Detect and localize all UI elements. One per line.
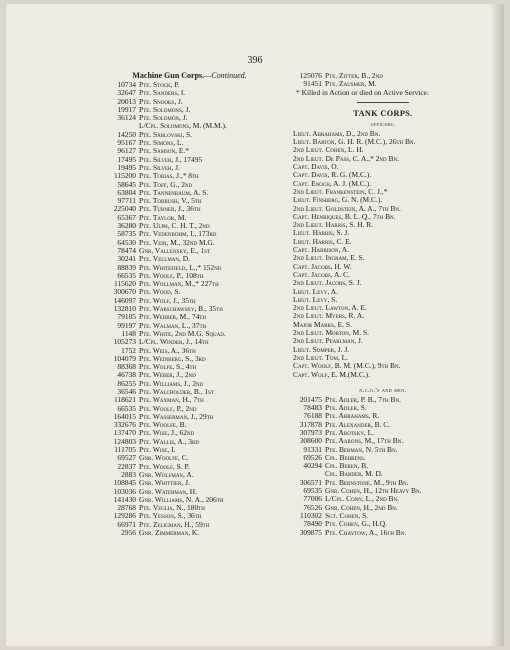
service-number: 104079 xyxy=(113,353,136,363)
entry-name: Pte. Adler, P. B., 7th Bn. xyxy=(325,395,401,404)
entry-name: Gnr. Whittier, J. xyxy=(139,479,190,488)
entry-name: Pte. Wolf, J., 35th xyxy=(139,296,196,305)
service-number: 36546 xyxy=(117,386,136,396)
officer-entry: Lieut. Finsberg, G. N. (M.C.). xyxy=(293,196,383,205)
entry-name: L/Cpl. Winder, J., 14th xyxy=(139,338,209,347)
service-number: 332676 xyxy=(113,420,136,430)
service-number: 141430 xyxy=(113,494,136,504)
entry-name: Pte. Woolf, P., 2nd xyxy=(139,404,197,413)
officer-entry: 2nd Lieut. Jacobs, S. J. xyxy=(293,279,362,288)
entry-name: L/Cpl. Solomons, M. (M.M.). xyxy=(139,122,227,131)
officer-entry: 2nd Lieut. De Pass, C. A.,* 2nd Bn. xyxy=(293,154,399,163)
entry-name: Pte. Abrahams, R. xyxy=(325,412,380,421)
service-number: 64530 xyxy=(117,237,136,247)
service-number: 66971 xyxy=(117,519,136,529)
list-item xyxy=(102,114,277,122)
list-item xyxy=(102,529,277,537)
service-number: 66535 xyxy=(117,270,136,280)
service-number: 10734 xyxy=(117,80,136,89)
entry-name: Pte. Weis, A., 36th xyxy=(139,346,196,355)
service-number: 1752 xyxy=(121,345,136,355)
officers-list xyxy=(288,130,478,379)
entry-name: Pte. Wasserman, J., 29th xyxy=(139,412,214,421)
service-number: 40294 xyxy=(303,461,322,471)
service-number: 201475 xyxy=(299,394,322,404)
service-number: 77006 xyxy=(303,494,322,504)
entry-name: Pte. Wise, I. xyxy=(139,446,176,455)
entry-name: Pte. Wood, S. xyxy=(139,288,181,297)
entry-name: Pte. Adler, S. xyxy=(325,404,367,413)
officer-entry: 2nd Lieut. Harris, S. H. R. xyxy=(293,221,374,230)
tank-corps-title: TANK CORPS. xyxy=(353,108,413,118)
entry-name: Pte. Alexander, B. C. xyxy=(325,420,391,429)
service-number: 36124 xyxy=(117,113,136,123)
service-number: 28768 xyxy=(117,503,136,513)
entry-name: Pte. Simons, L. xyxy=(139,139,184,148)
entry-name: Pte. Sablovski, S. xyxy=(139,130,193,139)
service-number: 65367 xyxy=(117,212,136,222)
entry-name: Pte. Taylor, M. xyxy=(139,213,187,222)
entry-name: Pte. Tannenbaum, A. S. xyxy=(139,188,209,197)
entry-name: Pte. Cohen, G., H.Q. xyxy=(325,520,387,529)
service-number: 306571 xyxy=(299,477,322,487)
entry-name: Pte. Zitter, B., 2nd xyxy=(325,72,383,80)
service-number: 164015 xyxy=(113,411,136,421)
service-number: 22837 xyxy=(117,461,136,471)
officer-entry: Major Marks, E. S. xyxy=(293,320,352,329)
service-number: 317878 xyxy=(299,419,322,429)
officer-entry: Lieut. Barton, G. H. R. (M.C.), 26th Bn. xyxy=(293,138,416,147)
officer-entry: 2nd Lieut. Lawton, A. E. xyxy=(293,304,367,313)
officers-heading: officers. xyxy=(370,120,396,128)
section-heading-title: Machine Gun Corps. xyxy=(132,71,205,80)
officer-entry: 2nd Lieut. Morton, M. S. xyxy=(293,329,369,338)
service-number: 118621 xyxy=(113,395,136,405)
officer-entry: Lieut. Harris, C. E. xyxy=(293,237,352,246)
service-number: 110302 xyxy=(299,510,322,520)
entry-name: Pte. Aarons, M., 17th Bn. xyxy=(325,437,404,446)
service-number: 95167 xyxy=(117,138,136,148)
entry-name: Gnr. Cohen, H., 2nd Bn. xyxy=(325,503,398,512)
service-number: 58735 xyxy=(117,229,136,239)
officer-entry: Capt. Davis, R. G. (M.C.). xyxy=(293,171,372,180)
service-number: 108845 xyxy=(113,478,136,488)
entry-name: Pte. Solomon, J. xyxy=(139,114,188,123)
service-number: 30241 xyxy=(117,254,136,264)
service-number: 76526 xyxy=(303,502,322,512)
officer-entry: Capt. Enoch, A. J. (M.C.). xyxy=(293,179,371,188)
entry-name: Pte. Waxman, H., 7th xyxy=(139,396,204,405)
entry-name: Pte. Wise, J., 62nd xyxy=(139,429,195,438)
officer-entry: Capt. Davis, O. xyxy=(293,163,339,172)
entry-name: Pte. Berman, N. 5th Bn. xyxy=(325,445,398,454)
service-number: 20013 xyxy=(117,96,136,106)
entry-name: Pte. Chaytow, A., 16th Bn. xyxy=(325,528,407,537)
entry-name: Cpl. Barder, M. D. xyxy=(325,470,383,479)
entry-name: Pte. Weinberg, S., 3rd xyxy=(139,354,206,363)
service-number: 115200 xyxy=(113,171,136,181)
entry-name: Pte. Tobbush, V., 5th xyxy=(139,197,202,206)
service-number: 17495 xyxy=(117,154,136,164)
entry-name: Pte. Vedenbohm, I., 173rd xyxy=(139,230,217,239)
entry-name: Sgt. Cohen, S. xyxy=(325,511,369,520)
service-number: 63804 xyxy=(117,187,136,197)
service-number: 137470 xyxy=(113,428,136,438)
list-item xyxy=(288,462,478,470)
officer-entry: 2nd Lieut. Tom, L. xyxy=(293,353,349,362)
entry-name: Pte. Silver, J., 17495 xyxy=(139,155,203,164)
entry-name: Pte. Woolf, P., 108th xyxy=(139,271,204,280)
left-column xyxy=(102,72,277,537)
service-number: 105273 xyxy=(113,337,136,347)
service-number: 2883 xyxy=(121,469,136,479)
entry-name: Pte. Solomons, J. xyxy=(139,105,191,114)
entry-name: Pte. Walman, L., 37th xyxy=(139,321,207,330)
service-number: 91451 xyxy=(303,79,322,89)
entry-name: Gnr. Woolfe, C. xyxy=(139,454,189,463)
service-number: 86255 xyxy=(117,378,136,388)
service-number: 69526 xyxy=(303,452,322,462)
service-number: 309875 xyxy=(299,527,322,537)
page-number: 396 xyxy=(247,55,263,66)
service-number: 79105 xyxy=(117,312,136,322)
officer-entry: Capt. Henriques, B. L. Q., 7th Bn. xyxy=(293,212,396,221)
service-number: 69535 xyxy=(303,486,322,496)
service-number: 88368 xyxy=(117,362,136,372)
entry-name: Pte. Toff, G., 2nd xyxy=(139,180,193,189)
entry-name: Pte. Warschawsky, B., 35th xyxy=(139,305,223,314)
entry-name: Cpl. Beren, B. xyxy=(325,462,369,471)
service-number: 14250 xyxy=(117,129,136,139)
service-number: 115620 xyxy=(113,279,136,289)
entry-name: Pte. Zausmer, M. xyxy=(325,80,377,89)
entry-name: Pte. Williams, J., 2nd xyxy=(139,379,204,388)
service-number: 99197 xyxy=(117,320,136,330)
entry-name: Pte. Wolfe, S., 4th xyxy=(139,363,197,372)
entry-name: Gnr. Waterman, H. xyxy=(139,487,198,496)
continued-entry-list xyxy=(288,72,478,89)
entry-name: Pte. Veglis, N., 180th xyxy=(139,504,205,513)
officer-entry: Lieut. Abrahams, D., 2nd Bn. xyxy=(293,129,381,138)
entry-name: Pte. White, 2nd M.G. Squad. xyxy=(139,329,226,338)
service-number: 32647 xyxy=(117,88,136,98)
service-number: 76188 xyxy=(303,411,322,421)
officer-entry: Lieut. Levy, A. xyxy=(293,287,339,296)
service-number: 78490 xyxy=(303,519,322,529)
service-number: 125076 xyxy=(299,71,322,80)
service-number: 88839 xyxy=(117,262,136,272)
entry-name: Pte. Stock, P. xyxy=(139,81,180,89)
officer-entry: Capt. Jacobs, H. W. xyxy=(293,262,352,271)
entry-name: Pte. Vellman, D. xyxy=(139,255,190,264)
officer-entry: 2nd Lieut. Ingram, E. S. xyxy=(293,254,365,263)
entry-name: Pte. Arotsky, L. xyxy=(325,428,375,437)
service-number: 46738 xyxy=(117,370,136,380)
service-number: 132810 xyxy=(113,304,136,314)
spacer xyxy=(288,379,478,386)
officer-entry: Lieut. Somper, J. J. xyxy=(293,345,350,354)
entry-name: L/Cpl. Conn, L., 2nd Bn. xyxy=(325,495,399,504)
entry-name: Pte. Zeligman, H., 59th xyxy=(139,520,210,529)
entry-name: Pte. Weber, J., 2nd xyxy=(139,371,196,380)
service-number: 1148 xyxy=(121,328,136,338)
service-number: 96127 xyxy=(117,146,136,156)
entry-name: Pte. Yesson, S., 36th xyxy=(139,512,202,521)
service-number: 58645 xyxy=(117,179,136,189)
service-number: 111705 xyxy=(114,445,136,455)
entry-name: Gnr. Williams, N. A., 206th xyxy=(139,495,224,504)
service-number: 19495 xyxy=(117,162,136,172)
service-number: 91331 xyxy=(303,444,322,454)
officer-entry: Capt. Woolf, B. M. (M.C.), 9th Bn. xyxy=(293,362,401,371)
entry-name: Pte. Webber, M., 74th xyxy=(139,313,206,322)
entry-name: Gnr. Vallensky, E., 1st xyxy=(139,246,211,255)
service-number: 78474 xyxy=(117,245,136,255)
document-page xyxy=(6,4,504,646)
officer-entry: 2nd Lieut. Goldstein, A. A., 7th Bn. xyxy=(293,204,401,213)
officer-entry: 2nd Lieut. Pearlman, J. xyxy=(293,337,363,346)
section-heading-suffix: —Continued. xyxy=(204,71,247,80)
right-column xyxy=(288,72,478,537)
service-number: 307973 xyxy=(299,427,322,437)
entry-name: Pte. Walcholder, B., 1st xyxy=(139,387,214,396)
entry-name: Pte. Samson, E.* xyxy=(139,147,189,156)
service-number: 97711 xyxy=(117,196,136,206)
officer-entry: Capt. Jacobs, A. C. xyxy=(293,270,350,279)
service-number: 308600 xyxy=(299,436,322,446)
service-number: 300670 xyxy=(113,287,136,297)
entry-name: Pte. Wollman, M.,* 227th xyxy=(139,280,219,289)
service-number: 66535 xyxy=(117,403,136,413)
service-number: 129286 xyxy=(113,511,136,521)
officer-entry: 2nd Lieut. Cohen, L. H. xyxy=(293,146,364,155)
entry-name: Pte. Wallis, A., 3rd xyxy=(139,437,199,446)
service-number: 103036 xyxy=(113,486,136,496)
entry-name: Gnr. Cohen, H., 12th Heavy Bn. xyxy=(325,487,422,496)
service-number: 19917 xyxy=(117,104,136,114)
service-number: 36280 xyxy=(117,221,136,231)
entry-name: Gnr. Wolfman, A. xyxy=(139,470,194,479)
entry-name: Gnr. Zimmerman, K. xyxy=(139,529,200,538)
service-number: 2956 xyxy=(121,528,136,538)
entry-name: Pte. Silver, J. xyxy=(139,163,180,172)
entry-name: Pte. Snooks, J. xyxy=(139,97,183,106)
list-item xyxy=(288,529,478,537)
entry-name: Pte. Whitefield, L.,* 152nd xyxy=(139,263,222,272)
service-number: 146097 xyxy=(113,295,136,305)
left-entry-list xyxy=(102,81,277,537)
footnote: * Killed in Action or died on Active Service. xyxy=(296,87,429,97)
service-number: 78483 xyxy=(303,403,322,413)
entry-name: Pte. Sanders, I. xyxy=(139,89,186,98)
officer-entry: Capt. Harrison, A. xyxy=(293,246,349,255)
service-number: 69527 xyxy=(117,453,136,463)
service-number: 124803 xyxy=(113,436,136,446)
officer-entry: 2nd Lieut. Frankenstein, C. J.,* xyxy=(293,187,388,196)
entry-name: Cpl. Behrens. xyxy=(325,453,366,462)
officer-entry: Capt. Wolf, E. M.(M.C.). xyxy=(293,370,371,379)
officer-entry: Lieut. Harris, S. J. xyxy=(293,229,350,238)
entry-name: Pte. Vein, M., 32nd M.G. xyxy=(139,238,215,247)
entry-name: Pte. Tobias, J.,* 8th xyxy=(139,172,199,181)
ncos-heading: n.c.o.'s and men. xyxy=(359,386,407,394)
service-number: 225040 xyxy=(113,204,136,214)
officer-entry: 2nd Lieut. Myers, R. A. xyxy=(293,312,365,321)
entry-name: Pte. Woolfe, B. xyxy=(139,421,187,430)
entry-name: Pte. Bernstone, M., 9th Bn. xyxy=(325,478,409,487)
entry-name: Pte. Woolf, S. P. xyxy=(139,462,190,471)
entry-name: Pte. Turner, J., 36th xyxy=(139,205,201,214)
ncos-list xyxy=(288,396,478,537)
officer-entry: Lieut. Levy, S. xyxy=(293,295,338,304)
divider-rule xyxy=(357,102,409,103)
entry-name: Pte. Ulph, C. H. T., 2nd xyxy=(139,222,210,231)
